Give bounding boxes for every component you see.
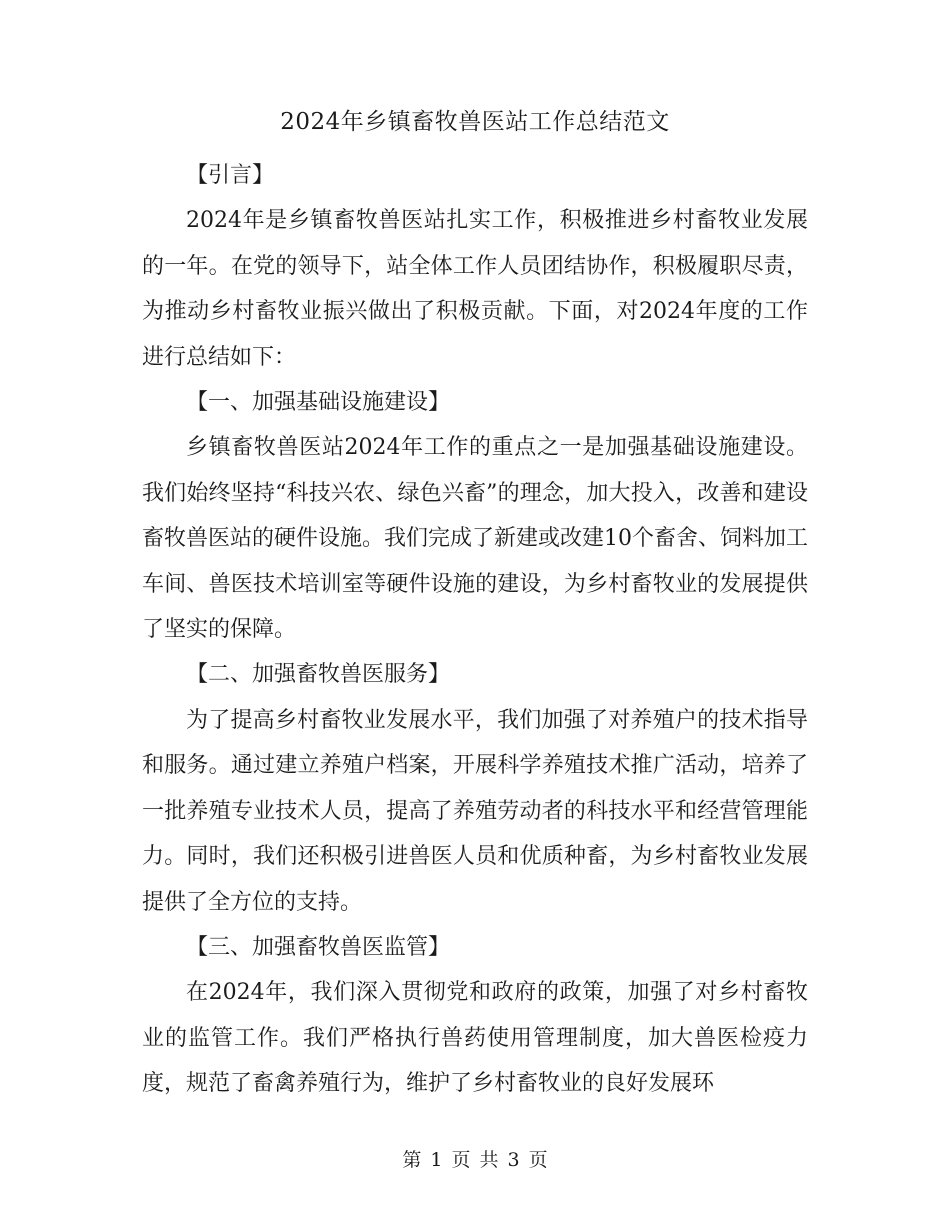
section-infrastructure [142,380,808,652]
section-paragraph: 为了提高乡村畜牧业发展水平，我们加强了对养殖户的技术指导和服务。通过建立养殖户档案，开展科学养殖技术推广活动，培养了一批养殖专业技术人员，提高了养殖劳动者的科技水平和经营管理能力。同时，我们还积极引进兽医人员和优质种畜，为乡村畜牧业发展提供了全方位的支持。 [142,707,808,915]
page-number-footer: 第 1 页 共 3 页 [402,1149,548,1171]
section-services [142,652,808,924]
section-heading: 【二、加强畜牧兽医服务】 [186,662,451,688]
section-introduction [142,153,808,380]
section-supervision [142,925,808,1107]
section-heading: 【三、加强畜牧兽医监管】 [186,934,451,960]
document-title: 2024年乡镇畜牧兽医站工作总结范文 [280,109,670,135]
section-heading: 【一、加强基础设施建设】 [186,390,451,416]
section-paragraph: 在2024年，我们深入贯彻党和政府的政策，加强了对乡村畜牧业的监管工作。我们严格执行兽药使用管理制度，加大兽医检疫力度，规范了畜禽养殖行为，维护了乡村畜牧业的良好发展环 [142,980,808,1097]
document-body [142,153,808,1107]
section-paragraph: 乡镇畜牧兽医站2024年工作的重点之一是加强基础设施建设。我们始终坚持“科技兴农、绿色兴畜”的理念，加大投入，改善和建设畜牧兽医站的硬件设施。我们完成了新建或改建10个畜舍、饲料加工车间、兽医技术培训室等硬件设施的建设，为乡村畜牧业的发展提供了坚实的保障。 [142,435,808,643]
section-heading: 【引言】 [186,163,275,188]
section-paragraph: 2024年是乡镇畜牧兽医站扎实工作，积极推进乡村畜牧业发展的一年。在党的领导下，站全体工作人员团结协作，积极履职尽责，为推动乡村畜牧业振兴做出了积极贡献。下面，对2024年度的工作进行总结如下： [142,208,808,370]
